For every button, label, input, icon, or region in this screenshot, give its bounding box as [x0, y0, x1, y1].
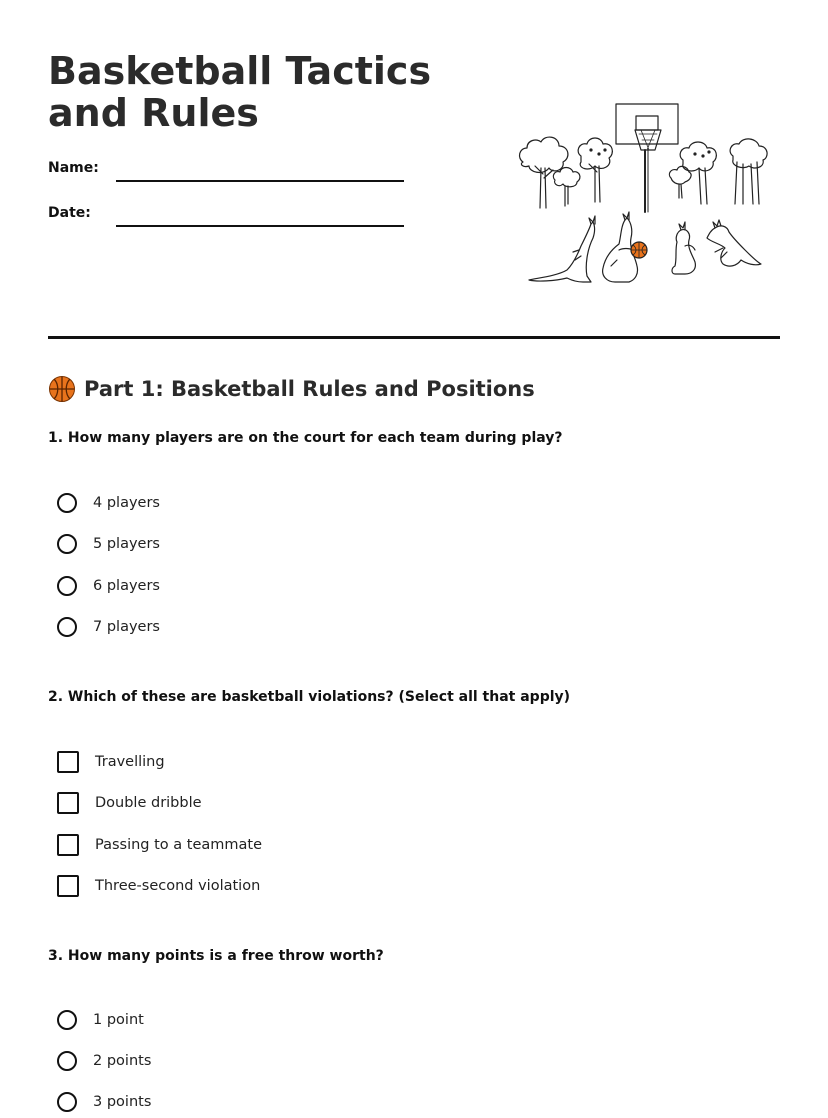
- q1-option-4-radio[interactable]: [57, 617, 77, 637]
- q2-option-4[interactable]: [57, 873, 260, 899]
- q2-option-2-label: Double dribble: [95, 795, 202, 811]
- header-divider: [48, 336, 780, 339]
- q1-option-2-radio[interactable]: [57, 534, 77, 554]
- q3-option-2-radio[interactable]: [57, 1051, 77, 1071]
- q2-option-4-label: Three-second violation: [95, 878, 261, 894]
- q3-option-2[interactable]: [57, 1048, 151, 1074]
- q1-option-3-label: 6 players: [93, 578, 160, 594]
- date-field[interactable]: [48, 205, 408, 235]
- q1-option-1-label: 4 players: [93, 495, 160, 511]
- q3-option-3[interactable]: [57, 1089, 151, 1115]
- q1-option-2-label: 5 players: [93, 536, 160, 552]
- q3-option-2-label: 2 points: [93, 1053, 152, 1069]
- q2-option-2-checkbox[interactable]: [57, 792, 79, 814]
- name-field[interactable]: [48, 160, 408, 190]
- basketball-icon: [48, 375, 76, 403]
- q3-option-1-radio[interactable]: [57, 1010, 77, 1030]
- section-1-heading: [48, 374, 535, 404]
- kangaroos-basketball-court-illustration: [515, 100, 775, 290]
- question-3: 3. How many points is a free throw worth?: [48, 948, 384, 964]
- name-line[interactable]: [116, 180, 404, 182]
- q1-option-3[interactable]: [57, 573, 160, 599]
- q1-option-4[interactable]: [57, 614, 160, 640]
- name-label: Name:: [48, 160, 99, 176]
- q1-option-1-radio[interactable]: [57, 493, 77, 513]
- q1-option-4-label: 7 players: [93, 619, 160, 635]
- q2-option-3-checkbox[interactable]: [57, 834, 79, 856]
- q3-option-1-label: 1 point: [93, 1012, 144, 1028]
- page-title: Basketball Tactics and Rules: [48, 49, 432, 135]
- date-line[interactable]: [116, 225, 404, 227]
- q2-option-1-label: Travelling: [95, 754, 165, 770]
- q2-option-1[interactable]: [57, 749, 165, 775]
- date-label: Date:: [48, 205, 91, 221]
- q1-option-2[interactable]: [57, 531, 160, 557]
- q2-option-1-checkbox[interactable]: [57, 751, 79, 773]
- section-1-title: Part 1: Basketball Rules and Positions: [84, 377, 535, 401]
- q3-option-3-radio[interactable]: [57, 1092, 77, 1112]
- q1-option-3-radio[interactable]: [57, 576, 77, 596]
- question-2: 2. Which of these are basketball violations? (Select all that apply): [48, 689, 571, 705]
- question-1: 1. How many players are on the court for each team during play?: [48, 430, 563, 446]
- q2-option-2[interactable]: [57, 790, 202, 816]
- q2-option-3-label: Passing to a teammate: [95, 837, 263, 853]
- q2-option-4-checkbox[interactable]: [57, 875, 79, 897]
- q1-option-1[interactable]: [57, 490, 160, 516]
- q2-option-3[interactable]: [57, 832, 262, 858]
- q3-option-1[interactable]: [57, 1007, 144, 1033]
- q3-option-3-label: 3 points: [93, 1094, 152, 1110]
